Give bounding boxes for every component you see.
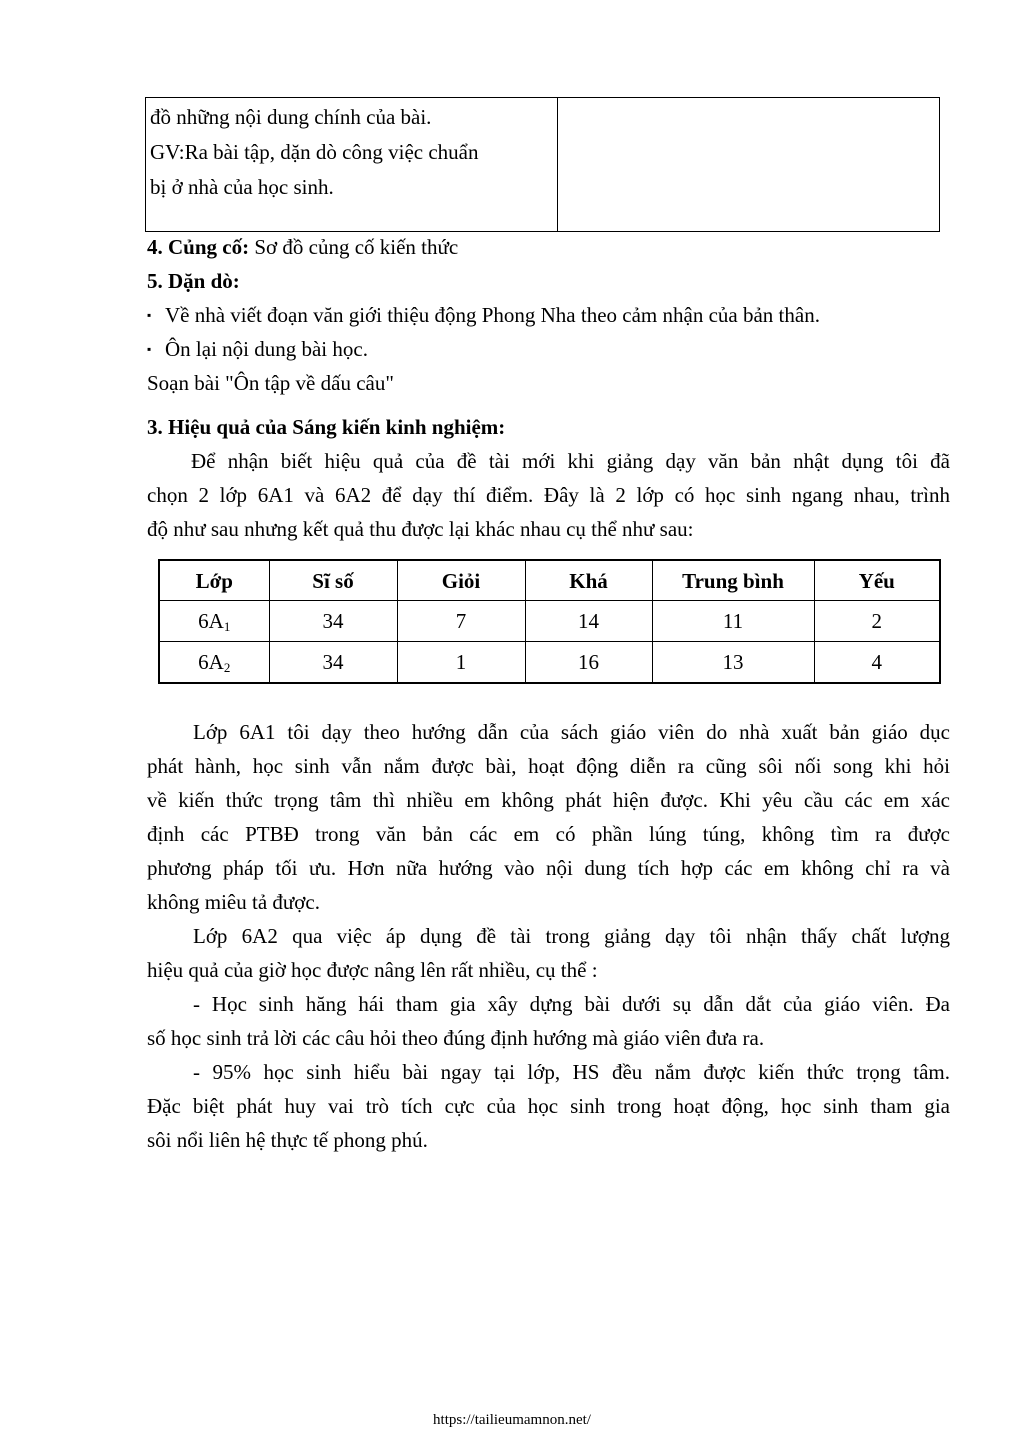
table-cell: 4 bbox=[814, 642, 940, 684]
para-line: Đặc biệt phát huy vai trò tích cực của học sinh trong hoạt động, học sinh tham gia bbox=[147, 1094, 950, 1118]
para-line: phương pháp tối ưu. Hơn nữa hướng vào nội dung tích hợp các em không chỉ ra và bbox=[147, 856, 950, 880]
table-cell: 14 bbox=[525, 601, 652, 642]
class-name: 6A bbox=[198, 609, 224, 633]
para-line: không miêu tả được. bbox=[147, 890, 320, 914]
effectiveness-section bbox=[147, 410, 950, 546]
column-header: Lớp bbox=[159, 560, 269, 601]
table-line: bị ở nhà của học sinh. bbox=[150, 175, 334, 199]
class-cell bbox=[159, 601, 269, 642]
list-item-text: Về nhà viết đoạn văn giới thiệu động Phong Nha theo cảm nhận của bản thân. bbox=[165, 303, 820, 327]
column-header: Yếu bbox=[814, 560, 940, 601]
para-line: - 95% học sinh hiểu bài ngay tại lớp, HS đều nắm được kiến thức trọng tâm. bbox=[193, 1060, 950, 1084]
table-line: GV:Ra bài tập, dặn dò công việc chuẩn bbox=[150, 140, 479, 164]
list-item bbox=[147, 298, 952, 332]
paragraph-point-2 bbox=[147, 1055, 950, 1157]
class-subscript: 1 bbox=[223, 619, 231, 634]
para-line: Lớp 6A2 qua việc áp dụng đề tài trong giảng dạy tôi nhận thấy chất lượng bbox=[193, 924, 950, 948]
intro-paragraph bbox=[147, 444, 950, 546]
table-line: đồ những nội dung chính của bài. bbox=[150, 105, 432, 129]
table-cell: 34 bbox=[269, 642, 397, 684]
table-header-row bbox=[159, 560, 940, 601]
para-line: số học sinh trả lời các câu hỏi theo đúng định hướng mà giáo viên đưa ra. bbox=[147, 1026, 765, 1050]
column-header: Sĩ số bbox=[269, 560, 397, 601]
para-line: phát hành, học sinh vẫn nắm được bài, hoạt động diễn ra cũng sôi nối song khi hỏi bbox=[147, 754, 950, 778]
class-cell bbox=[159, 642, 269, 684]
paragraph-point-1 bbox=[147, 987, 950, 1055]
table-row bbox=[159, 642, 940, 684]
paragraph-6a1 bbox=[147, 715, 950, 919]
para-line: sôi nổi liên hệ thực tế phong phú. bbox=[147, 1128, 428, 1152]
para-line: chọn 2 lớp 6A1 và 6A2 để dạy thí điểm. Đây là 2 lớp có học sinh ngang nhau, trình bbox=[147, 483, 950, 507]
para-line: về kiến thức trọng tâm thì nhiều em không phát hiện được. Khi yêu cầu các em xác bbox=[147, 788, 950, 812]
dan-do-heading: 5. Dặn dò: bbox=[147, 269, 240, 293]
bullet-icon: ▪ bbox=[147, 342, 152, 356]
table-cell: 11 bbox=[652, 601, 814, 642]
list-item-text: Ôn lại nội dung bài học. bbox=[165, 337, 368, 361]
column-header: Giỏi bbox=[397, 560, 525, 601]
para-line: định các PTBĐ trong văn bản các em có phần lúng túng, không tìm ra được bbox=[147, 822, 950, 846]
table-cell: 16 bbox=[525, 642, 652, 684]
column-header: Khá bbox=[525, 560, 652, 601]
column-header: Trung bình bbox=[652, 560, 814, 601]
list-item bbox=[147, 332, 952, 366]
cung-co-text: Sơ đồ củng cố kiến thức bbox=[249, 235, 459, 259]
empty-cell bbox=[558, 98, 940, 232]
results-table bbox=[158, 559, 941, 684]
footer-url[interactable]: https://tailieumamnon.net/ bbox=[433, 1412, 591, 1428]
para-line: Lớp 6A1 tôi dạy theo hướng dẫn của sách giáo viên do nhà xuất bản giáo dục bbox=[193, 720, 950, 744]
analysis-section bbox=[147, 715, 950, 1157]
soan-bai-line: Soạn bài "Ôn tập về dấu câu" bbox=[147, 371, 394, 395]
para-line: Để nhận biết hiệu quả của đề tài mới khi giảng dạy văn bản nhật dụng tôi đã bbox=[191, 449, 950, 473]
table-cell: 2 bbox=[814, 601, 940, 642]
class-subscript: 2 bbox=[223, 660, 231, 675]
table-cell: 1 bbox=[397, 642, 525, 684]
lesson-plan-table bbox=[145, 97, 940, 232]
cung-co-line bbox=[147, 230, 952, 264]
teacher-activity-cell bbox=[146, 98, 558, 232]
bullet-icon: ▪ bbox=[147, 308, 152, 322]
class-name: 6A bbox=[198, 650, 224, 674]
section-heading: 3. Hiệu quả của Sáng kiến kinh nghiệm: bbox=[147, 415, 506, 439]
table-cell: 13 bbox=[652, 642, 814, 684]
para-line: hiệu quả của giờ học được nâng lên rất nhiều, cụ thể : bbox=[147, 958, 598, 982]
para-line: - Học sinh hăng hái tham gia xây dựng bài dưới sụ dẫn dắt của giáo viên. Đa bbox=[193, 992, 950, 1016]
para-line: độ như sau nhưng kết quả thu được lại khác nhau cụ thể như sau: bbox=[147, 517, 694, 541]
table-row bbox=[159, 601, 940, 642]
table-cell: 7 bbox=[397, 601, 525, 642]
cung-co-label: 4. Củng cố: bbox=[147, 235, 250, 259]
review-section bbox=[147, 230, 952, 400]
table-cell: 34 bbox=[269, 601, 397, 642]
paragraph-6a2 bbox=[147, 919, 950, 987]
